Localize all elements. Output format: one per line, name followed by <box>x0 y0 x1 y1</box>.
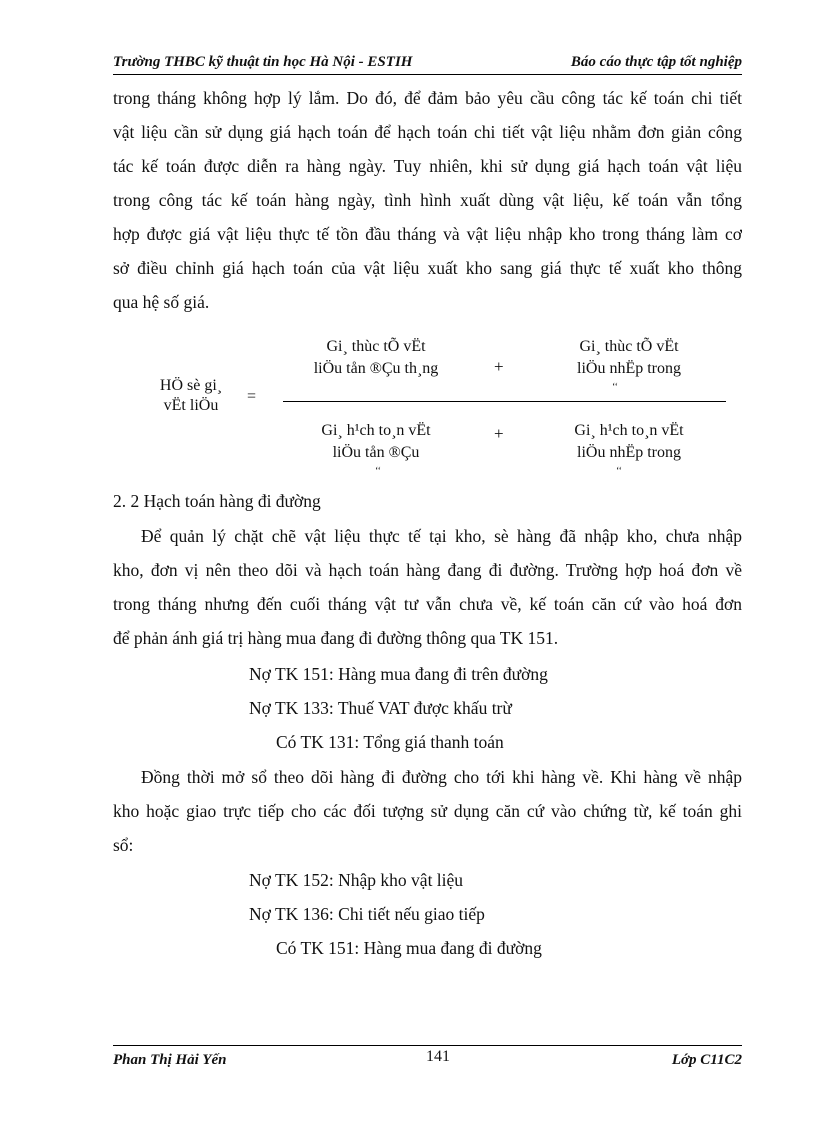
text-line: vật liệu cần sử dụng giá hạch toán để hạch toán chi tiết vật liệu nhằm đơn giản công <box>113 122 742 142</box>
cut-off-mark: ‘‘ <box>375 466 381 477</box>
text-line: trong tháng không hợp lý lắm. Do đó, để đảm bảo yêu cầu công tác kế toán chi tiết <box>113 88 742 108</box>
denominator-plus: + <box>494 424 504 443</box>
denominator-left <box>291 420 461 464</box>
text-line: trong công tác kế toán hàng ngày, tình hình xuất dùng vật liệu, kế toán vẫn tổng <box>113 190 742 210</box>
paragraph-in-transit <box>113 519 742 655</box>
section-title: 2. 2 Hạch toán hàng đi đường <box>113 491 321 511</box>
price-coefficient-formula <box>113 336 742 486</box>
journal-entry-debit-133: Nợ TK 133: Thuế VAT được khấu trừ <box>249 698 512 718</box>
formula-term-line: liÖu tån ®Çu th¸ng <box>313 360 439 377</box>
formula-term-line: liÖu nhËp trong <box>577 444 681 461</box>
text-line: tác kế toán được diễn ra hàng ngày. Tuy nhiên, khi sử dụng giá hạch toán vật liệu <box>113 156 742 176</box>
denominator-right <box>549 420 709 464</box>
fraction-bar <box>283 401 726 402</box>
footer-author: Phan Thị Hải Yến <box>113 1052 227 1068</box>
formula-label-line: HÖ sè gi¸ <box>159 377 223 394</box>
page-header <box>113 52 742 75</box>
text-line: kho hoặc giao trực tiếp cho các đối tượng sử dụng căn cứ vào chứng từ, kế toán ghi <box>113 801 742 821</box>
journal-entry-debit-151: Nợ TK 151: Hàng mua đang đi trên đường <box>249 664 548 684</box>
numerator-left <box>291 336 461 380</box>
formula-equals: = <box>247 388 257 405</box>
journal-entry-debit-152: Nợ TK 152: Nhập kho vật liệu <box>249 870 464 890</box>
formula-label-line: vËt liÖu <box>163 397 219 414</box>
numerator-right <box>549 336 709 380</box>
text-line: kho, đơn vị nên theo dõi và hạch toán hàng đang đi đường. Trường hợp hoá đơn về <box>113 560 742 580</box>
paragraph-tracking <box>113 760 742 862</box>
formula-term-line: liÖu tån ®Çu <box>332 444 420 461</box>
text-line: sở điều chỉnh giá hạch toán của vật liệu xuất kho sang giá thực tế xuất kho thông <box>113 258 742 278</box>
journal-entry-credit-151: Có TK 151: Hàng mua đang đi đường <box>276 938 542 958</box>
formula-term-line: Gi¸ h¹ch to¸n vËt <box>321 422 431 439</box>
header-school: Trường THBC kỹ thuật tin học Hà Nội - ESTIH <box>113 54 413 70</box>
numerator-plus: + <box>494 357 504 376</box>
cut-off-mark: ‘‘ <box>616 466 622 477</box>
page-footer <box>113 1045 742 1078</box>
text-line: hợp được giá vật liệu thực tế tồn đầu tháng và vật liệu nhập kho trong tháng làm cơ <box>113 224 742 244</box>
text-line: trong tháng nhưng đến cuối tháng vật tư vẫn chưa về, kế toán căn cứ vào hoá đơn <box>113 594 742 614</box>
text-line: để phản ánh giá trị hàng mua đang đi đường thông qua TK 151. <box>113 628 559 648</box>
text-line: sổ: <box>113 835 134 855</box>
formula-label <box>146 376 236 416</box>
header-report-title: Báo cáo thực tập tốt nghiệp <box>570 54 742 70</box>
formula-term-line: Gi¸ thùc tÕ vËt <box>326 338 426 355</box>
cut-off-mark: ‘‘ <box>612 382 618 393</box>
formula-term-line: Gi¸ thùc tÕ vËt <box>579 338 679 355</box>
page-number: 141 <box>426 1048 450 1065</box>
formula-term-line: Gi¸ h¹ch to¸n vËt <box>574 422 684 439</box>
formula-term-line: liÖu nhËp trong <box>577 360 681 377</box>
footer-class: Lớp C11C2 <box>671 1052 742 1068</box>
text-line: Để quản lý chặt chẽ vật liệu thực tế tại kho, sè hàng đã nhập kho, chưa nhập <box>141 526 742 546</box>
text-line: Đồng thời mở sổ theo dõi hàng đi đường cho tới khi hàng về. Khi hàng về nhập <box>141 767 742 787</box>
journal-entry-debit-136: Nợ TK 136: Chi tiết nếu giao tiếp <box>249 904 485 924</box>
text-line: qua hệ số giá. <box>113 292 210 312</box>
journal-entry-credit-131: Có TK 131: Tổng giá thanh toán <box>276 732 504 752</box>
paragraph-intro <box>113 81 742 319</box>
